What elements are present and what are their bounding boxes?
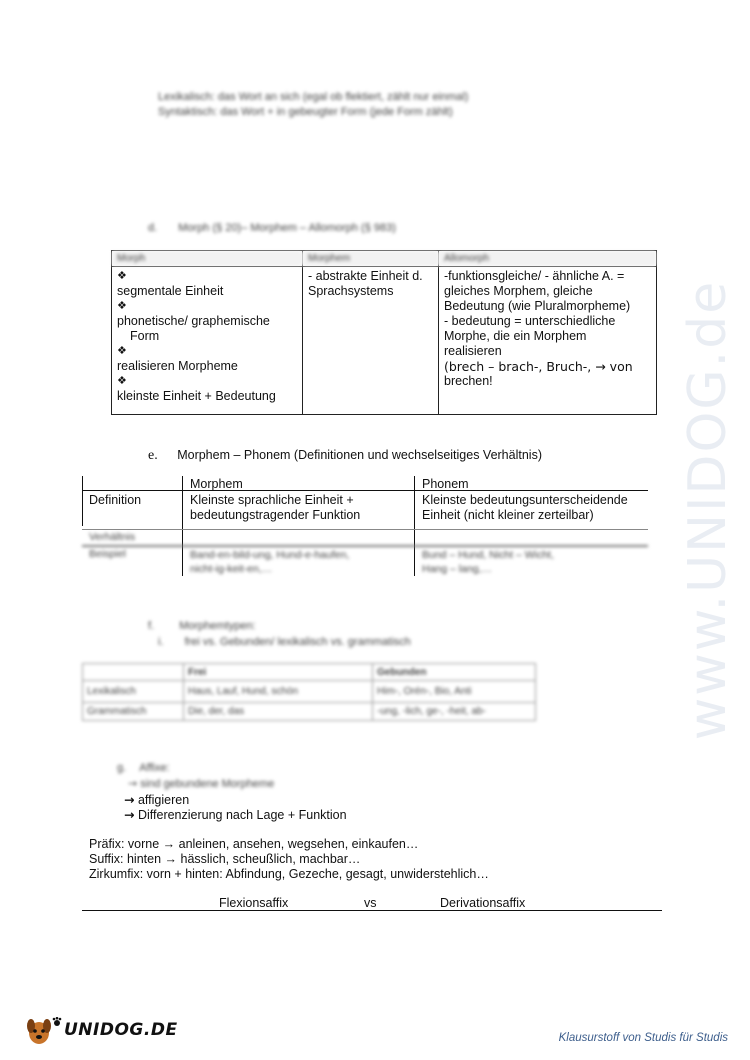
intro-line-1: Lexikalisch: das Wort an sich (egal ob flektiert, zählt nur einmal) [158,91,469,103]
allomorph-cell [439,267,657,415]
allomorph-line: Bedeutung (wie Pluralmorpheme) [444,299,631,313]
def-morphem-line: Kleinste sprachliche Einheit + [190,493,354,507]
allomorph-line: - bedeutung = unterschiedliche [444,314,616,328]
section-f-heading [148,620,256,632]
bullet: ❖ [117,375,127,387]
corner-cell [83,664,184,681]
section-g-marker: g. [117,762,127,774]
arrow-icon: → [124,807,135,822]
section-f-marker: f. [148,620,155,632]
col-morphem-header: Morphem [190,477,243,491]
bsp-phonem-line: Hang – lang,… [422,563,493,575]
bullet: ❖ [117,300,127,312]
row-beispiel-label: Beispiel [89,548,126,560]
def-morphem-line: bedeutungstragender Funktion [190,508,361,522]
morph-cell [112,267,303,415]
footer-logo [22,1013,178,1047]
logo-text: UNIDOG.DE [64,1020,178,1040]
section-f-sub-title: frei vs. Gebunden/ lexikalisch vs. grammatisch [184,636,411,648]
bsp-phonem-line: Bund – Hund, Nicht – Wicht, [422,549,554,561]
morph-item: realisieren Morpheme [117,359,238,373]
zirkumfix-line: Zirkumfix: vorn + hinten: Abfindung, Gezeche, gesagt, unwiderstehlich… [89,867,489,881]
affix-item-1 [128,777,274,790]
affix-item-text: Differenzierung nach Lage + Funktion [137,808,347,822]
section-g-title: Affixe: [139,762,170,774]
allomorph-line: (brech – brach-, Bruch-, → von [444,359,633,374]
praefix-line: Präfix: vorne → anleinen, ansehen, wegsehen, einkaufen… [89,837,419,851]
section-e-title: Morphem – Phonem (Definitionen und wechselseitiges Verhältnis) [177,448,542,462]
morphemtypen-table [82,663,536,721]
col-allomorph: Allomorph [439,251,657,267]
gram-gebunden: -ung, -lich, ge-, -heit, ab- [373,703,536,721]
affix-item-3 [124,807,347,822]
table-border [82,529,648,530]
morphem-line: - abstrakte Einheit d. [308,269,423,283]
row-definition-label: Definition [89,493,142,507]
section-d-heading [148,222,396,234]
morphem-cell [303,267,439,415]
intro-line-2: Syntaktisch: das Wort + in gebeugter Form (jede Form zählt) [158,106,453,118]
table-border [82,490,648,491]
def-phonem-line: Kleinste bedeutungsunterscheidende [422,493,628,507]
bsp-morphem-line: Band-en-bild-ung, Hund-e-haufen, [190,549,350,561]
section-g-heading [117,762,170,774]
table-border [414,476,415,576]
morph-item: kleinste Einheit + Bedeutung [117,389,276,403]
lex-gebunden: Him-, Orén-, Bio, Anti [373,681,536,703]
col-morphem: Morphem [303,251,439,267]
paw-icon [52,1017,62,1027]
def-phonem-line: Einheit (nicht kleiner zerteilbar) [422,508,594,522]
affix-item-text: affigieren [137,793,190,807]
section-e-marker: e. [148,448,158,463]
table-border [82,545,648,547]
section-e-heading [148,448,542,464]
watermark: www.UNIDOG.de [678,279,738,741]
col-phonem-header: Phonem [422,477,469,491]
row-grammatisch: Grammatisch [83,703,184,721]
def-morphem [190,493,360,523]
bsp-morphem-line: nicht-ig-keit-en,… [190,563,273,575]
derivationsaffix-label: Derivationsaffix [440,896,526,910]
lex-frei: Haus, Lauf, Hund, schön [184,681,373,703]
affix-item-text: sind gebundene Morpheme [140,778,275,790]
allomorph-line: realisieren [444,344,502,358]
arrow-icon: → [128,777,138,790]
morph-table [111,250,657,415]
col-frei: Frei [184,664,373,681]
morph-item: segmentale Einheit [117,284,224,298]
allomorph-line: -funktionsgleiche/ - ähnliche A. = [444,269,625,283]
gram-frei: Die, der, das [184,703,373,721]
allomorph-line: gleiches Morphem, gleiche [444,284,593,298]
blurred-intro [158,90,468,120]
table-border [182,476,183,576]
row-lexikalisch: Lexikalisch [83,681,184,703]
section-d-title: Morph (§ 20)– Morphem – Allomorph (§ 983) [178,222,396,234]
section-f-sub [158,636,411,648]
section-d-marker: d. [148,222,158,234]
row-verhaeltnis-label: Verhältnis [89,531,136,543]
table-border [82,476,83,526]
morph-item: Form [130,329,160,343]
bullet: ❖ [117,270,127,282]
bsp-morphem [190,548,349,576]
morphem-line: Sprachsystems [308,284,394,298]
flexionsaffix-label: Flexionsaffix [219,896,289,910]
section-f-sub-marker: i. [158,636,164,648]
section-f-title: Morphemtypen: [179,620,256,632]
vs-label: vs [364,896,377,910]
allomorph-line: Morphe, die ein Morphem [444,329,587,343]
morph-item: phonetische/ graphemische [117,314,270,328]
suffix-line: Suffix: hinten → hässlich, scheußlich, machbar… [89,852,361,866]
def-phonem [422,493,628,523]
col-morph: Morph [112,251,303,267]
bsp-phonem [422,548,554,576]
allomorph-line: brechen! [444,374,493,388]
col-gebunden: Gebunden [373,664,536,681]
affix-item-2 [124,792,189,807]
divider-line [82,910,662,911]
dog-icon [22,1013,56,1047]
bullet: ❖ [117,345,127,357]
arrow-icon: → [124,792,135,807]
footer-tagline: Klausurstoff von Studis für Studis [558,1032,728,1044]
